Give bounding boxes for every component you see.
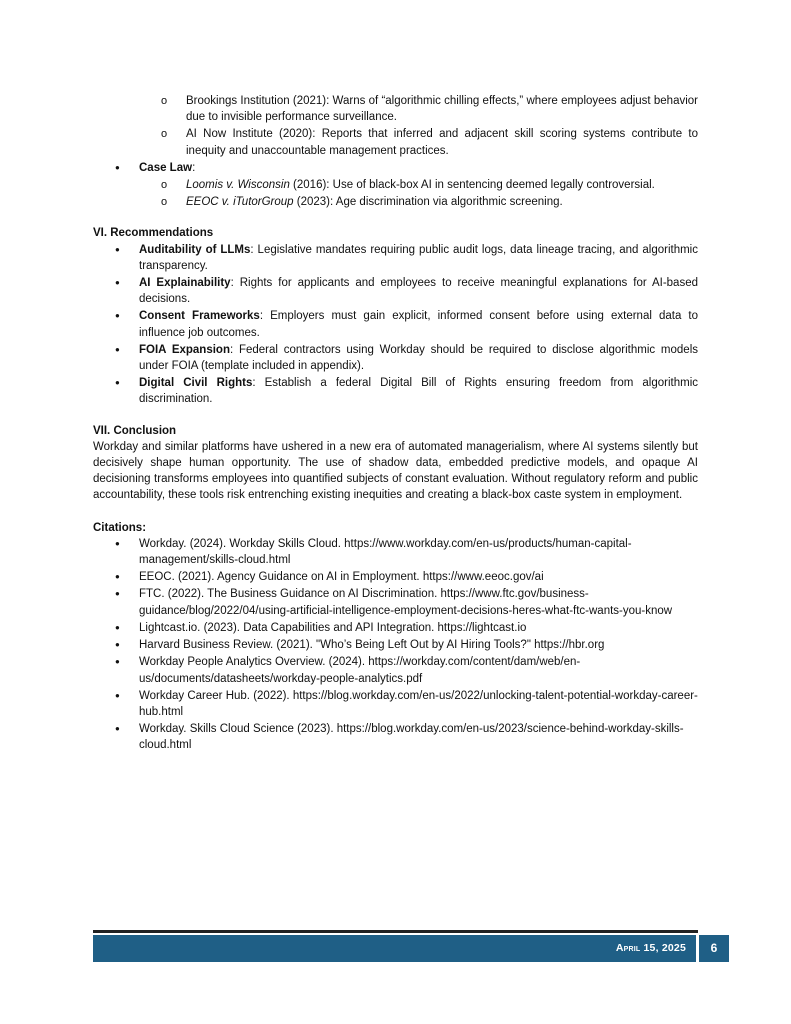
recommendation-item: ● Consent Frameworks: Employers must gain explicit, informed consent before using external data to influence job outcomes. (139, 308, 698, 340)
citation-item: ● Workday People Analytics Overview. (2024). https://workday.com/content/dam/web/en-us/documents/datasheets/workday-people-analytics.pdf (139, 654, 698, 686)
continued-sublist (93, 93, 698, 159)
citation-item: ● EEOC. (2021). Agency Guidance on AI in Employment. https://www.eeoc.gov/ai (139, 569, 698, 585)
citation-item: ● FTC. (2022). The Business Guidance on AI Discrimination. https://www.ftc.gov/business-guidance/blog/2022/04/using-artificial-intelligence-employment-decisions-heres-what-ftc-wants-you-know (139, 586, 698, 618)
recommendations-list (93, 242, 698, 408)
case-law-label: Case Law (139, 161, 193, 174)
case-item: o Loomis v. Wisconsin (2016): Use of black-box AI in sentencing deemed legally controversial. (186, 177, 698, 193)
citation-item: ● Workday Career Hub. (2022). https://blog.workday.com/en-us/2022/unlocking-talent-potential-workday-career-hub.html (139, 688, 698, 720)
recommendation-item: ● AI Explainability: Rights for applicants and employees to receive meaningful explanations for AI-based decisions. (139, 275, 698, 307)
conclusion-heading: VII. Conclusion (93, 424, 177, 437)
citation-item: ● Workday. Skills Cloud Science (2023). https://blog.workday.com/en-us/2023/science-behind-workday-skills-cloud.html (139, 721, 698, 753)
case-law-sublist (93, 177, 698, 210)
case-name: EEOC v. iTutorGroup (186, 196, 294, 209)
recommendation-item: ● Digital Civil Rights: Establish a federal Digital Bill of Rights ensuring freedom from algorithmic discrimination. (139, 375, 698, 407)
sublist-item: o Brookings Institution (2021): Warns of “algorithmic chilling effects,” where employees adjust behavior due to invisible performance surveillance. (186, 93, 698, 125)
case-law-list (93, 160, 698, 176)
page-number: 6 (699, 935, 729, 962)
recommendation-item: ● Auditability of LLMs: Legislative mandates requiring public audit logs, data lineage tracing, and algorithmic transparency. (139, 242, 698, 274)
footer-date: April 15, 2025 (615, 942, 686, 954)
citation-item: ● Lightcast.io. (2023). Data Capabilities and API Integration. https://lightcast.io (139, 620, 698, 636)
footer-rule (93, 930, 698, 933)
footer-bar (93, 935, 696, 962)
citations-list (93, 536, 698, 754)
sublist-item: o AI Now Institute (2020): Reports that inferred and adjacent skill scoring systems contribute to inequity and unaccountable management practices. (186, 126, 698, 158)
citation-item: ● Workday. (2024). Workday Skills Cloud. https://www.workday.com/en-us/products/human-capital-management/skills-cloud.html (139, 536, 698, 568)
page-content (93, 93, 698, 755)
recommendation-item: ● FOIA Expansion: Federal contractors using Workday should be required to disclose algorithmic models under FOIA (template included in appendix). (139, 342, 698, 374)
citations-heading: Citations: (93, 521, 147, 534)
recommendations-heading: VI. Recommendations (93, 227, 214, 240)
case-name: Loomis v. Wisconsin (186, 179, 290, 192)
case-item: o EEOC v. iTutorGroup (2023): Age discrimination via algorithmic screening. (186, 194, 698, 210)
citation-item: ● Harvard Business Review. (2021). "Who’s Being Left Out by AI Hiring Tools?" https://hbr.org (139, 637, 698, 653)
conclusion-body: Workday and similar platforms have ushered in a new era of automated managerialism, where AI systems silently but decisively shape human opportunity. The use of shadow data, embedded predictive models, and opaque AI decisioning transforms employees into quantified subjects of constant evaluation. Without regulatory reform and public accountability, these tools risk entrenching existing inequities and creating a black-box caste system in employment. (93, 440, 698, 502)
case-law-item: ● Case Law: (139, 160, 698, 176)
